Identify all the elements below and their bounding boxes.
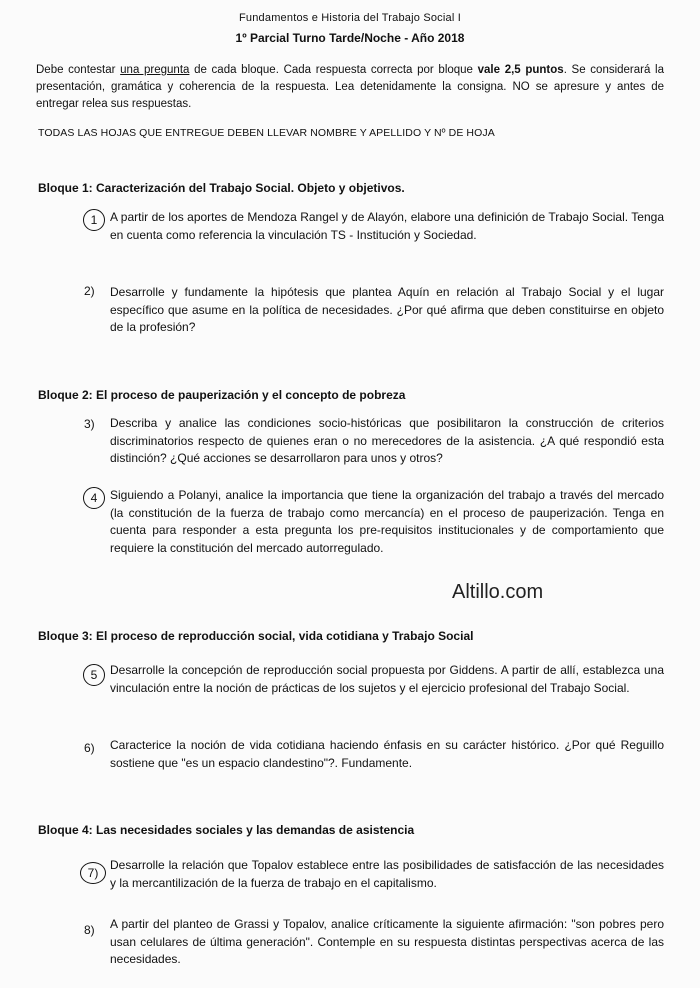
instructions-points: vale 2,5 puntos [477, 64, 564, 76]
question-number: 8) [84, 923, 95, 937]
question-6-text: Caracterice la noción de vida cotidiana haciendo énfasis en su carácter histórico. ¿Por qué Reguillo sostiene que "es un espacio clandestino"?. Fundamente. [110, 738, 664, 770]
question-number: 6) [84, 741, 95, 755]
question-3-text: Describa y analice las condiciones socio-históricas que posibilitaron la construcción de criterios discriminatorios respecto de quienes eran o no merecedores de la asistencia. ¿A qué respondió esta distinción? ¿Qué acciones se desarrollaron para unos y otros? [110, 416, 664, 465]
question-8-text: A partir del planteo de Grassi y Topalov, analice críticamente la siguiente afirmación: "son pobres pero usan celulares de última generación". Contemple en su respuesta distintas perspectivas acerca de las necesidades. [110, 917, 664, 966]
instructions-text-a: Debe contestar [36, 64, 121, 76]
instructions-text-c: . Se considerará la presentación, gramática y coherencia de la respuesta. Lea detenidamente la consigna. NO se apresure y antes de entregar relea sus respuestas. [36, 64, 665, 110]
instructions-text-b: de cada bloque. Cada respuesta correcta por bloque [189, 64, 478, 76]
course-title: Fundamentos e Historia del Trabajo Social I [239, 12, 461, 24]
question-number-circled: 1 [83, 209, 105, 231]
block-4-title: Bloque 4: Las necesidades sociales y las demandas de asistencia [38, 823, 415, 837]
altillo-watermark: Altillo.com [452, 581, 544, 603]
question-number-circled: 4 [83, 487, 105, 509]
question-5-text: Desarrolle la concepción de reproducción social propuesta por Giddens. A partir de allí, establezca una vinculación entre la noción de prácticas de los sujetos y el ejercicio profesional del Trabajo Social. [110, 663, 664, 695]
block-1-title: Bloque 1: Caracterización del Trabajo Social. Objeto y objetivos. [38, 181, 405, 195]
question-4-text: Siguiendo a Polanyi, analice la importancia que tiene la organización del trabajo a través del mercado (la constitución de la fuerza de trabajo como mercancía) en el proceso de pauperización. Tenga en cuenta para responder a esta pregunta los pre-requisitos institucionales y de comportamiento que requiere la constitución del mercado autorregulado. [110, 488, 664, 555]
question-7-text: Desarrolle la relación que Topalov establece entre las posibilidades de satisfacción de las necesidades y la mercantilización de la fuerza de trabajo en el capitalismo. [110, 858, 664, 890]
instructions-paragraph [36, 62, 664, 113]
exam-subtitle: 1º Parcial Turno Tarde/Noche - Año 2018 [235, 31, 465, 45]
question-number: 2) [84, 284, 95, 298]
question-1-text: A partir de los aportes de Mendoza Rangel y de Alayón, elabore una definición de Trabajo Social. Tenga en cuenta como referencia la vinculación TS - Institución y Sociedad. [110, 210, 664, 242]
question-number: 3) [84, 417, 95, 431]
block-2-title: Bloque 2: El proceso de pauperización y el concepto de pobreza [38, 388, 406, 402]
caps-notice: TODAS LAS HOJAS QUE ENTREGUE DEBEN LLEVAR NOMBRE Y APELLIDO Y Nº DE HOJA [38, 127, 495, 139]
question-number-circled: 5 [83, 664, 105, 686]
block-3-title: Bloque 3: El proceso de reproducción social, vida cotidiana y Trabajo Social [38, 629, 474, 643]
question-number-circled: 7) [80, 862, 106, 884]
instructions-underline: una pregunta [120, 64, 190, 76]
question-2-text: Desarrolle y fundamente la hipótesis que plantea Aquín en relación al Trabajo Social y el lugar específico que asume en la política de necesidades. ¿Por qué afirma que deben constituirse en objeto de la profesión? [110, 285, 664, 334]
